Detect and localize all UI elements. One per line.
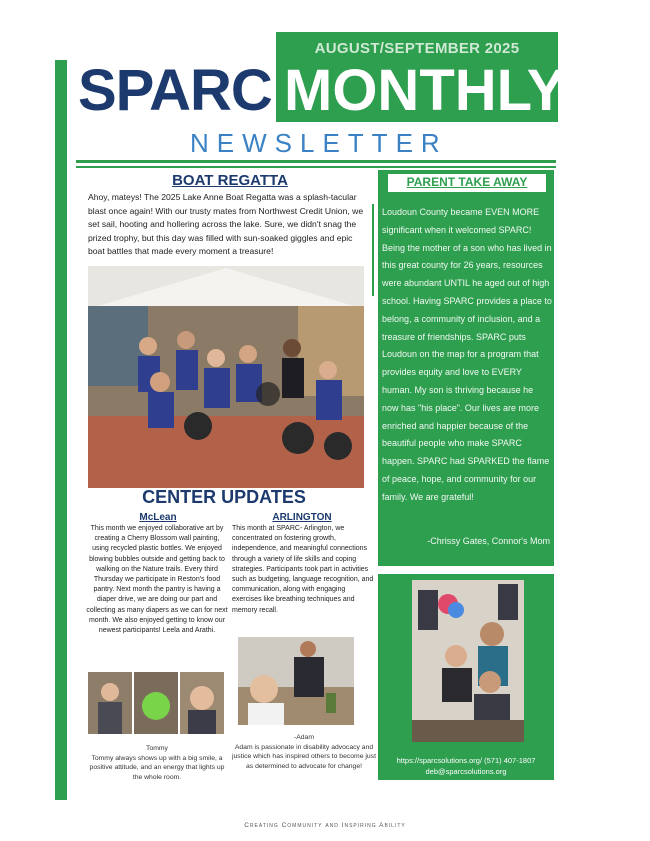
contact-website-phone[interactable]: https://sparcsolutions.org/ (571) 407-1807 — [396, 756, 536, 765]
family-photo — [412, 580, 524, 742]
adam-caption — [232, 733, 376, 771]
title-sparc: SPARC — [78, 58, 272, 123]
photo-collage-icon — [88, 672, 224, 734]
center-updates-heading: CENTER UPDATES — [142, 487, 306, 507]
adam-photo-icon — [238, 637, 354, 725]
title-newsletter: NEWSLETTER — [190, 128, 448, 158]
group-photo-icon — [88, 266, 364, 488]
adam-caption-name: -Adam — [293, 734, 315, 741]
pta-accent-line — [372, 204, 374, 296]
tommy-caption-name: Tommy — [146, 745, 168, 752]
contact-email[interactable]: deb@sparcsolutions.org — [425, 767, 507, 776]
header-divider-thin — [76, 166, 556, 168]
regatta-group-photo — [88, 266, 364, 488]
tommy-caption — [86, 744, 228, 782]
footer-tagline: Creating Community and Inspiring Ability — [244, 822, 406, 829]
adam-caption-text: Adam is passionate in disability advocacy and justice which has inspired others to become just as determined to advocate for change! — [232, 743, 376, 770]
header-divider — [76, 160, 556, 163]
parent-take-away-text: Loudoun County became EVEN MORE significant when it welcomed SPARC! Being the mother of a son who has lived in this great county for 26 years, resources were abundant UNTIL he aged out of high school. Having SPARC provides a place to belong, a community of inclusion, and a treasure of friendships. SPARC puts Loudoun on the map for a program that provides equity and love to EVERY human. My son is thriving because he now has "his place". Our lives are more enriched and happier because of the beautiful people who make SPARC happen. SPARC had SPARKED the flame of peace, hope, and community for our family. We are grateful! — [382, 207, 552, 502]
mclean-text: This month we enjoyed collaborative art by creating a Cherry Blossom wall painting, using recycled plastic bottles. We enjoyed blowing bubbles outside and getting back to walking on the Nature trails. Every third Thursday we participate in Reston's food pantry. Next month the pantry is having a diaper drive, we are doing our part and collecting as many diapers as we can for next month. We also enjoyed getting to know our newest participants! Leela and Arathi. — [86, 525, 228, 635]
parent-take-away-signature: -Chrissy Gates, Connor's Mom — [427, 536, 550, 546]
boat-regatta-heading: BOAT REGATTA — [172, 172, 288, 189]
mclean-heading: McLean — [139, 512, 177, 523]
tommy-caption-text: Tommy always shows up with a big smile, a positive attitude, and an energy that lights up the whole room. — [89, 754, 225, 781]
parent-take-away-heading: PARENT TAKE AWAY — [406, 175, 528, 189]
arlington-text: This month at SPARC- Arlington, we concentrated on fostering growth, independence, and meaningful connections through a variety of life skills and coping strategies. Participants took part in activities such as budgeting, language recognition, and communication, along with engaging exercises like breathing techniques and memory recall. — [232, 525, 374, 614]
boat-regatta-text: Ahoy, mateys! The 2025 Lake Anne Boat Regatta was a splash-tacular blast once again! With our trusty mates from Northwest Credit Union, we set sail, hooting and hollering across the lake. Sure, we didn't snag the prized trophy, but this day was filled with sun-soaked giggles and epic boat battles that made every moment a treasure! — [88, 192, 364, 256]
left-green-rail — [55, 60, 67, 800]
title-monthly: MONTHLY — [284, 58, 566, 123]
issue-date: AUGUST/SEPTEMBER 2025 — [314, 40, 520, 57]
arlington-heading: ARLINGTON — [272, 512, 332, 523]
tommy-photo-collage — [88, 672, 224, 734]
family-photo-icon — [412, 580, 524, 742]
adam-photo — [238, 637, 354, 725]
